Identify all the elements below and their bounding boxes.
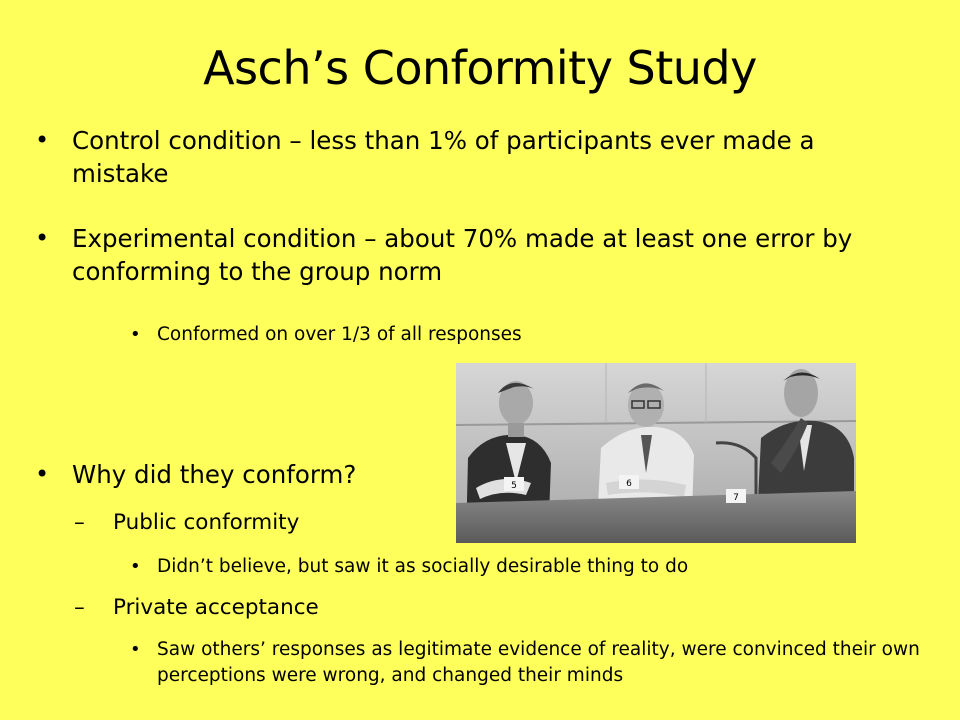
- photo-illustration: [456, 363, 856, 543]
- bullet-public-conformity-detail: • Didn’t believe, but saw it as socially desirable thing to do: [157, 554, 937, 580]
- bullet-why-conform: • Why did they conform?: [72, 458, 912, 491]
- bullet-private-acceptance: – Private acceptance: [113, 593, 319, 623]
- asch-experiment-photo: [456, 363, 856, 543]
- bullet-public-conformity: – Public conformity: [113, 508, 299, 538]
- bullet-control-condition: • Control condition – less than 1% of participants ever made a mistake: [72, 124, 912, 190]
- bullet-conformed-responses: • Conformed on over 1/3 of all responses: [157, 322, 937, 348]
- bullet-private-acceptance-detail: • Saw others’ responses as legitimate evidence of reality, were convinced their own perceptions were wrong, and changed their minds: [157, 637, 937, 689]
- bullet-experimental-condition: • Experimental condition – about 70% made at least one error by conforming to the group norm: [72, 222, 912, 288]
- slide-title: Asch’s Conformity Study: [203, 41, 757, 95]
- card-number-6: 6: [626, 479, 632, 489]
- card-number-5: 5: [511, 481, 517, 491]
- card-number-7: 7: [733, 493, 739, 503]
